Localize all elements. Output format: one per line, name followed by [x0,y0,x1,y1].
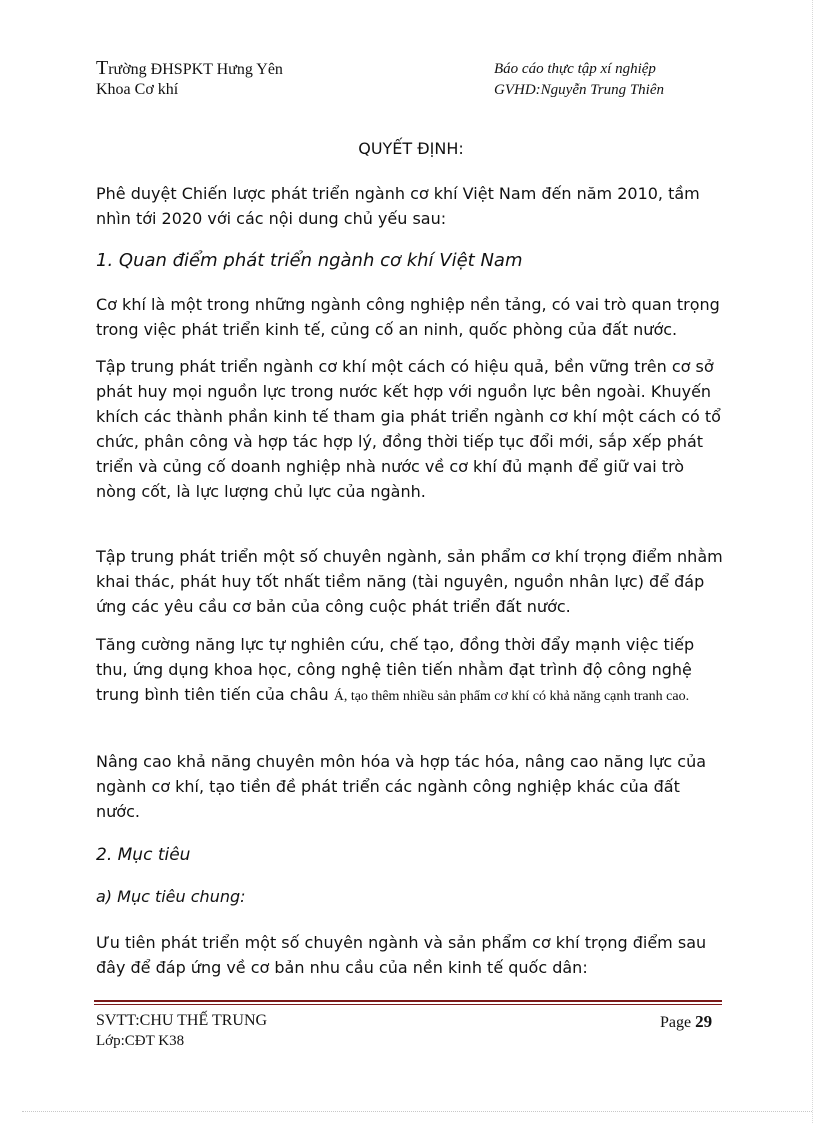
intro-paragraph: Phê duyệt Chiến lược phát triển ngành cơ khí Việt Nam đến năm 2010, tầm nhìn tới 2020 với các nội dung chủ yếu sau: [96,184,700,228]
page-boundary-dotted-line [22,1111,812,1112]
paragraph-6: Ưu tiên phát triển một số chuyên ngành và sản phẩm cơ khí trọng điểm sau đây để đáp ứng về cơ bản nhu cầu của nền kinh tế quốc dân: [96,933,707,977]
paragraph-4 [96,632,726,709]
paragraph-2: Tập trung phát triển ngành cơ khí một cách có hiệu quả, bền vững trên cơ sở phát huy mọi nguồn lực trong nước kết hợp với nguồn lực bên ngoài. Khuyến khích các thành phần kinh tế tham gia phát triển ngành cơ khí một cách có tổ chức, phân công và hợp tác hợp lý, đồng thời tiếp tục đổi mới, sắp xếp phát triển và củng cố doanh nghiệp nhà nước về cơ khí đủ mạnh để giữ vai trò nòng cốt, là lực lượng chủ lực của ngành. [96,357,721,501]
section-2-heading: 2. Mục tiêu [96,845,191,865]
footer-rule-thick [94,1000,722,1002]
paragraph-5: Nâng cao khả năng chuyên môn hóa và hợp tác hóa, nâng cao năng lực của ngành cơ khí, tạo tiền đề phát triển các ngành công nghiệp khác của đất nước. [96,752,707,821]
footer-rule-thin [94,1004,722,1005]
paragraph-4-main: Tăng cường năng lực tự nghiên cứu, chế tạo, đồng thời đẩy mạnh việc tiếp thu, ứng dụng khoa học, công nghệ tiên tiến nhằm đạt trình độ công nghệ trung bình tiên tiến của châu [96,635,695,704]
header-school-initial: T [96,57,109,79]
subsection-a-heading: a) Mục tiêu chung: [96,887,246,906]
header-school [96,57,283,80]
paragraph-1: Cơ khí là một trong những ngành công nghiệp nền tảng, có vai trò quan trọng trong việc phát triển kinh tế, củng cố an ninh, quốc phòng của đất nước. [96,295,720,339]
footer-student: SVTT:CHU THẾ TRUNG [96,1012,268,1029]
paragraph-4-tail: Á, tạo thêm nhiều sản phẩm cơ khí có khả năng cạnh tranh cao. [333,689,690,704]
footer-page-number: 29 [695,1012,713,1031]
header-school-name: rường ĐHSPKT Hưng Yên [108,61,283,78]
page-boundary-dotted-vertical [812,0,813,1123]
paragraph-3: Tập trung phát triển một số chuyên ngành, sản phẩm cơ khí trọng điểm nhằm khai thác, phát huy tốt nhất tiềm năng (tài nguyên, nguồn nhân lực) để đáp ứng các yêu cầu cơ bản của công cuộc phát triển đất nước. [96,547,723,616]
footer-class: Lớp:CĐT K38 [96,1033,185,1049]
header-supervisor: GVHD:Nguyễn Trung Thiên [494,82,664,98]
footer-page-label: Page [660,1014,696,1031]
document-title: QUYẾT ĐỊNH: [358,139,464,158]
footer-page [660,1012,712,1032]
header-faculty: Khoa Cơ khí [96,81,179,98]
header-report-title: Báo cáo thực tập xí nghiệp [494,61,656,77]
section-1-heading: 1. Quan điểm phát triển ngành cơ khí Việt Nam [96,250,523,271]
